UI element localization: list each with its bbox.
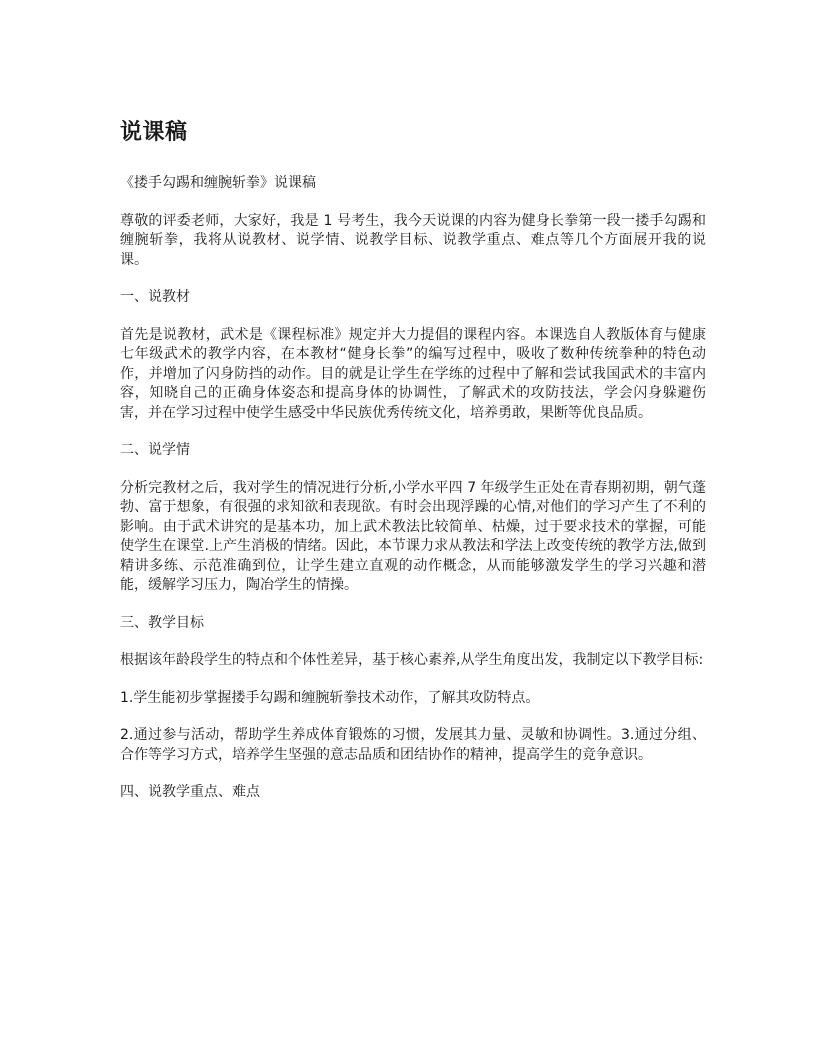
section-heading-key-points: 四、说教学重点、难点 [120,784,260,800]
section-heading-textbook: 一、说教材 [120,289,190,305]
document-body [120,118,706,821]
document-subtitle: 《搂手勾踢和缠腕斩拳》说课稿 [120,175,316,191]
document-title: 说课稿 [120,120,188,145]
goal-item-1: 1.学生能初步掌握搂手勾踢和缠腕斩拳技术动作，了解其攻防特点。 [120,689,540,706]
section-heading-students: 二、说学情 [120,442,190,458]
intro-paragraph: 尊敬的评委老师，大家好，我是 1 号考生，我今天说课的内容为健身长拳第一段一搂手勾踢和缠腕斩拳，我将从说教材、说学情、说教学目标、说教学重点、难点等几个方面展开我的说课。 [120,212,706,268]
section-goals-intro: 根据该年龄段学生的特点和个体性差异，基于核心素养,从学生角度出发，我制定以下教学目标: [120,652,704,668]
section-students-paragraph: 分析完教材之后，我对学生的情况进行分析,小学水平四 7 年级学生正处在青春期初期，朝气蓬勃、富于想象，有很强的求知欲和表现欲。有时会出现浮躁的心情,对他们的学习产生了不利的影响。由于武术讲究的是基本功，加上武术教法比较简单、枯燥，过于要求技术的掌握，可能使学生在课堂.上产生消极的情绪。因此，本节课力求从教法和学法上改变传统的教学方法,做到精讲多练、示范准确到位，让学生建立直观的动作概念，从而能够激发学生的学习兴趣和潜能，缓解学习压力，陶冶学生的情操。 [120,479,706,593]
section-textbook-paragraph: 首先是说教材，武术是《课程标准》规定并大力提倡的课程内容。本课选自人教版体育与健康七年级武术的教学内容，在本教材“健身长拳”的编写过程中，吸收了数种传统拳种的特色动作，并增加了闪身防挡的动作。目的就是让学生在学练的过程中了解和尝试我国武术的丰富内容，知晓自己的正确身体姿态和提高身体的协调性，了解武术的攻防技法，学会闪身躲避伤害，并在学习过程中使学生感受中华民族优秀传统文化，培养勇敢，果断等优良品质。 [120,326,706,421]
goal-item-2-3: 2.通过参与活动，帮助学生养成体育锻炼的习惯，发展其力量、灵敏和协调性。3.通过分组、合作等学习方式，培养学生坚强的意志品质和团结协作的精神，提高学生的竞争意识。 [120,727,706,763]
section-heading-goals: 三、教学目标 [120,614,204,631]
